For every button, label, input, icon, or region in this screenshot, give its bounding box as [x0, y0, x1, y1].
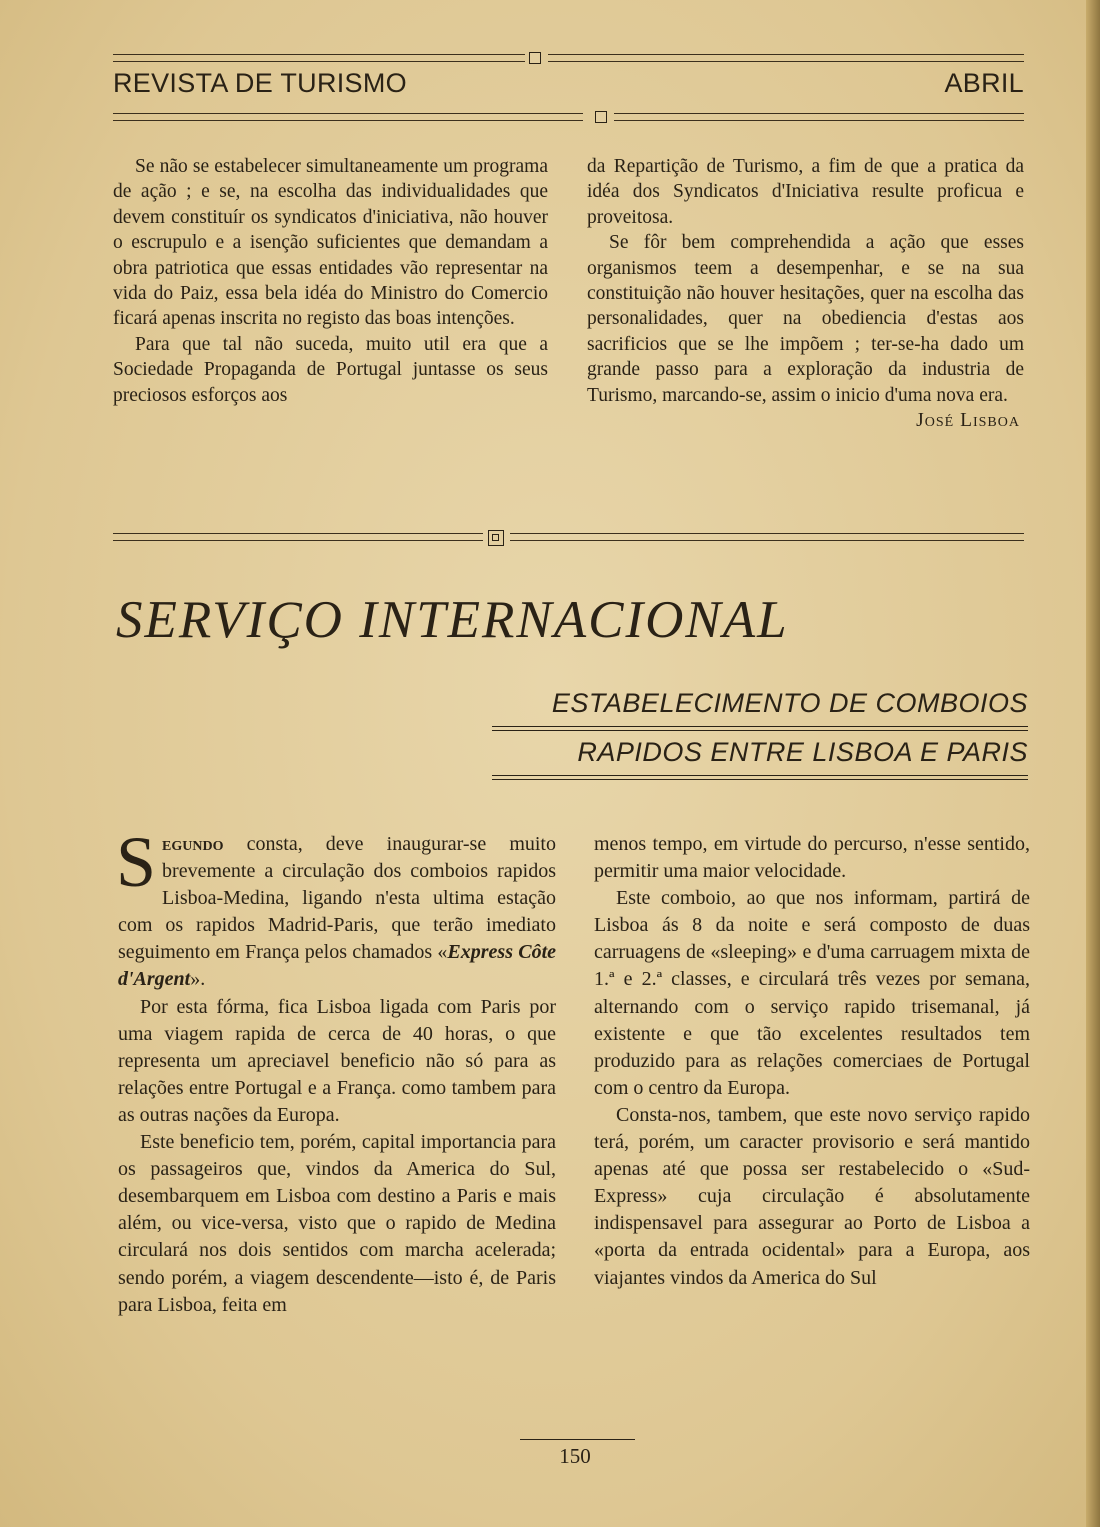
paragraph: Este comboio, ao que nos informam, partirá de Lisboa ás 8 da noite e será composto de duas carruagens de «sleeping» e d'uma carruagem mixta de 1.ª e 2.ª classes, e circulará três vezes por semana, alternando com o serviço rapido trisemanal, já existente e que tão excelentes resultados tem produzido para as relações comerciaes de Portugal com o centro da Europa. [594, 887, 1030, 1099]
header-bottom-square-ornament [595, 111, 607, 123]
lead-text: consta, deve inaugurar-se muito brevemente a circulação dos comboios rapidos Lisboa-Medina, ligando n'esta ultima estação com os rapidos Madrid-Paris, que terão imediato seguimento em França pelos chamados « [118, 833, 556, 964]
paragraph: Se fôr bem comprehendida a ação que esses organismos teem a desempenhar, e se na sua constituição não houver hesitações, quer na escolha das personalidades, quer na obediencia d'estas aos sacrificios que se lhe impõem ; ter-se-ha dado um grande passo para a exploração da industria de Turismo, marcando-se, assim o inicio d'uma nova era. [587, 232, 1024, 406]
subtitle-rule [492, 775, 1028, 780]
header-top-square-ornament [529, 52, 541, 64]
running-month: ABRIL [944, 68, 1024, 98]
paragraph: Consta-nos, tambem, que este novo serviço rapido terá, porém, um caracter provisorio e será mantido apenas até que possa ser restabelecido o «Sud-Express» cuja circulação é absolutamente indispensavel para assegurar ao Porto de Lisboa a «porta da entrada ocidental» para a Europa, aos viajantes vindos da America do Sul [594, 1103, 1030, 1289]
article-subtitle-line1: ESTABELECIMENTO DE COMBOIOS [551, 688, 1028, 718]
page-number-rule [520, 1439, 635, 1440]
author-signature: José Lisboa [916, 410, 1020, 432]
header-top-rule-left [113, 54, 525, 62]
header-top-rule-right [548, 54, 1024, 62]
section-rule-left [113, 533, 483, 541]
lead-smallcaps: egundo [162, 833, 224, 855]
header-bottom-rule-right [614, 113, 1024, 121]
paragraph: da Repartição de Turismo, a fim de que a pratica da idéa dos Syndicatos d'Iniciativa resulte proficua e proveitosa. [587, 156, 1024, 228]
top-right-column [587, 154, 1024, 433]
paragraph: Se não se estabelecer simultaneamente um programa de ação ; e se, na escolha das individualidades que devem constituír os syndicatos d'iniciativa, não houver o escrupulo e a isenção suficientes que demandam a obra patriotica que essas entidades vão representar na vida do Paiz, essa bela idéa do Ministro do Comercio ficará apenas inscrita no registo das boas intenções. [113, 156, 548, 330]
article-title: SERVIÇO INTERNACIONAL [116, 591, 789, 649]
subtitle-rule [492, 726, 1028, 731]
paragraph: Para que tal não suceda, muito util era que a Sociedade Propaganda de Portugal juntasse os seus preciosos esforços aos [113, 333, 548, 406]
top-left-column [113, 154, 548, 408]
paragraph: Por esta fórma, fica Lisboa ligada com Paris por uma viagem rapida de cerca de 40 horas, o que representa um apreciavel beneficio não só para as relações entre Portugal e a França. como tambem para as outras nações da Europa. [118, 995, 556, 1126]
article-left-column [116, 822, 556, 1319]
page-number: 150 [559, 1444, 591, 1468]
running-title: REVISTA DE TURISMO [113, 68, 407, 98]
lead-end: ». [190, 968, 206, 991]
lead-paragraph [116, 822, 556, 994]
express-name: Express Côte d'Argent [118, 941, 556, 991]
header-bottom-rule-left [113, 113, 583, 121]
section-rule-right [510, 533, 1024, 541]
paragraph: Este beneficio tem, porém, capital importancia para os passageiros que, vindos da America do Sul, desembarquem em Lisboa com destino a Paris e mais além, ou vice-versa, visto que o rapido de Medina circulará nos dois sentidos com marcha acelerada; sendo porém, a viagem descendente—isto é, de Paris para Lisboa, feita em [118, 1131, 556, 1316]
paragraph: menos tempo, em virtude do percurso, n'esse sentido, permitir uma maior velocidade. [594, 833, 1030, 883]
drop-cap: S [116, 822, 157, 902]
article-right-column [594, 831, 1030, 1292]
page-edge [1086, 0, 1100, 1527]
article-subtitle-line2: RAPIDOS ENTRE LISBOA E PARIS [577, 737, 1028, 767]
section-square-ornament [488, 530, 504, 546]
